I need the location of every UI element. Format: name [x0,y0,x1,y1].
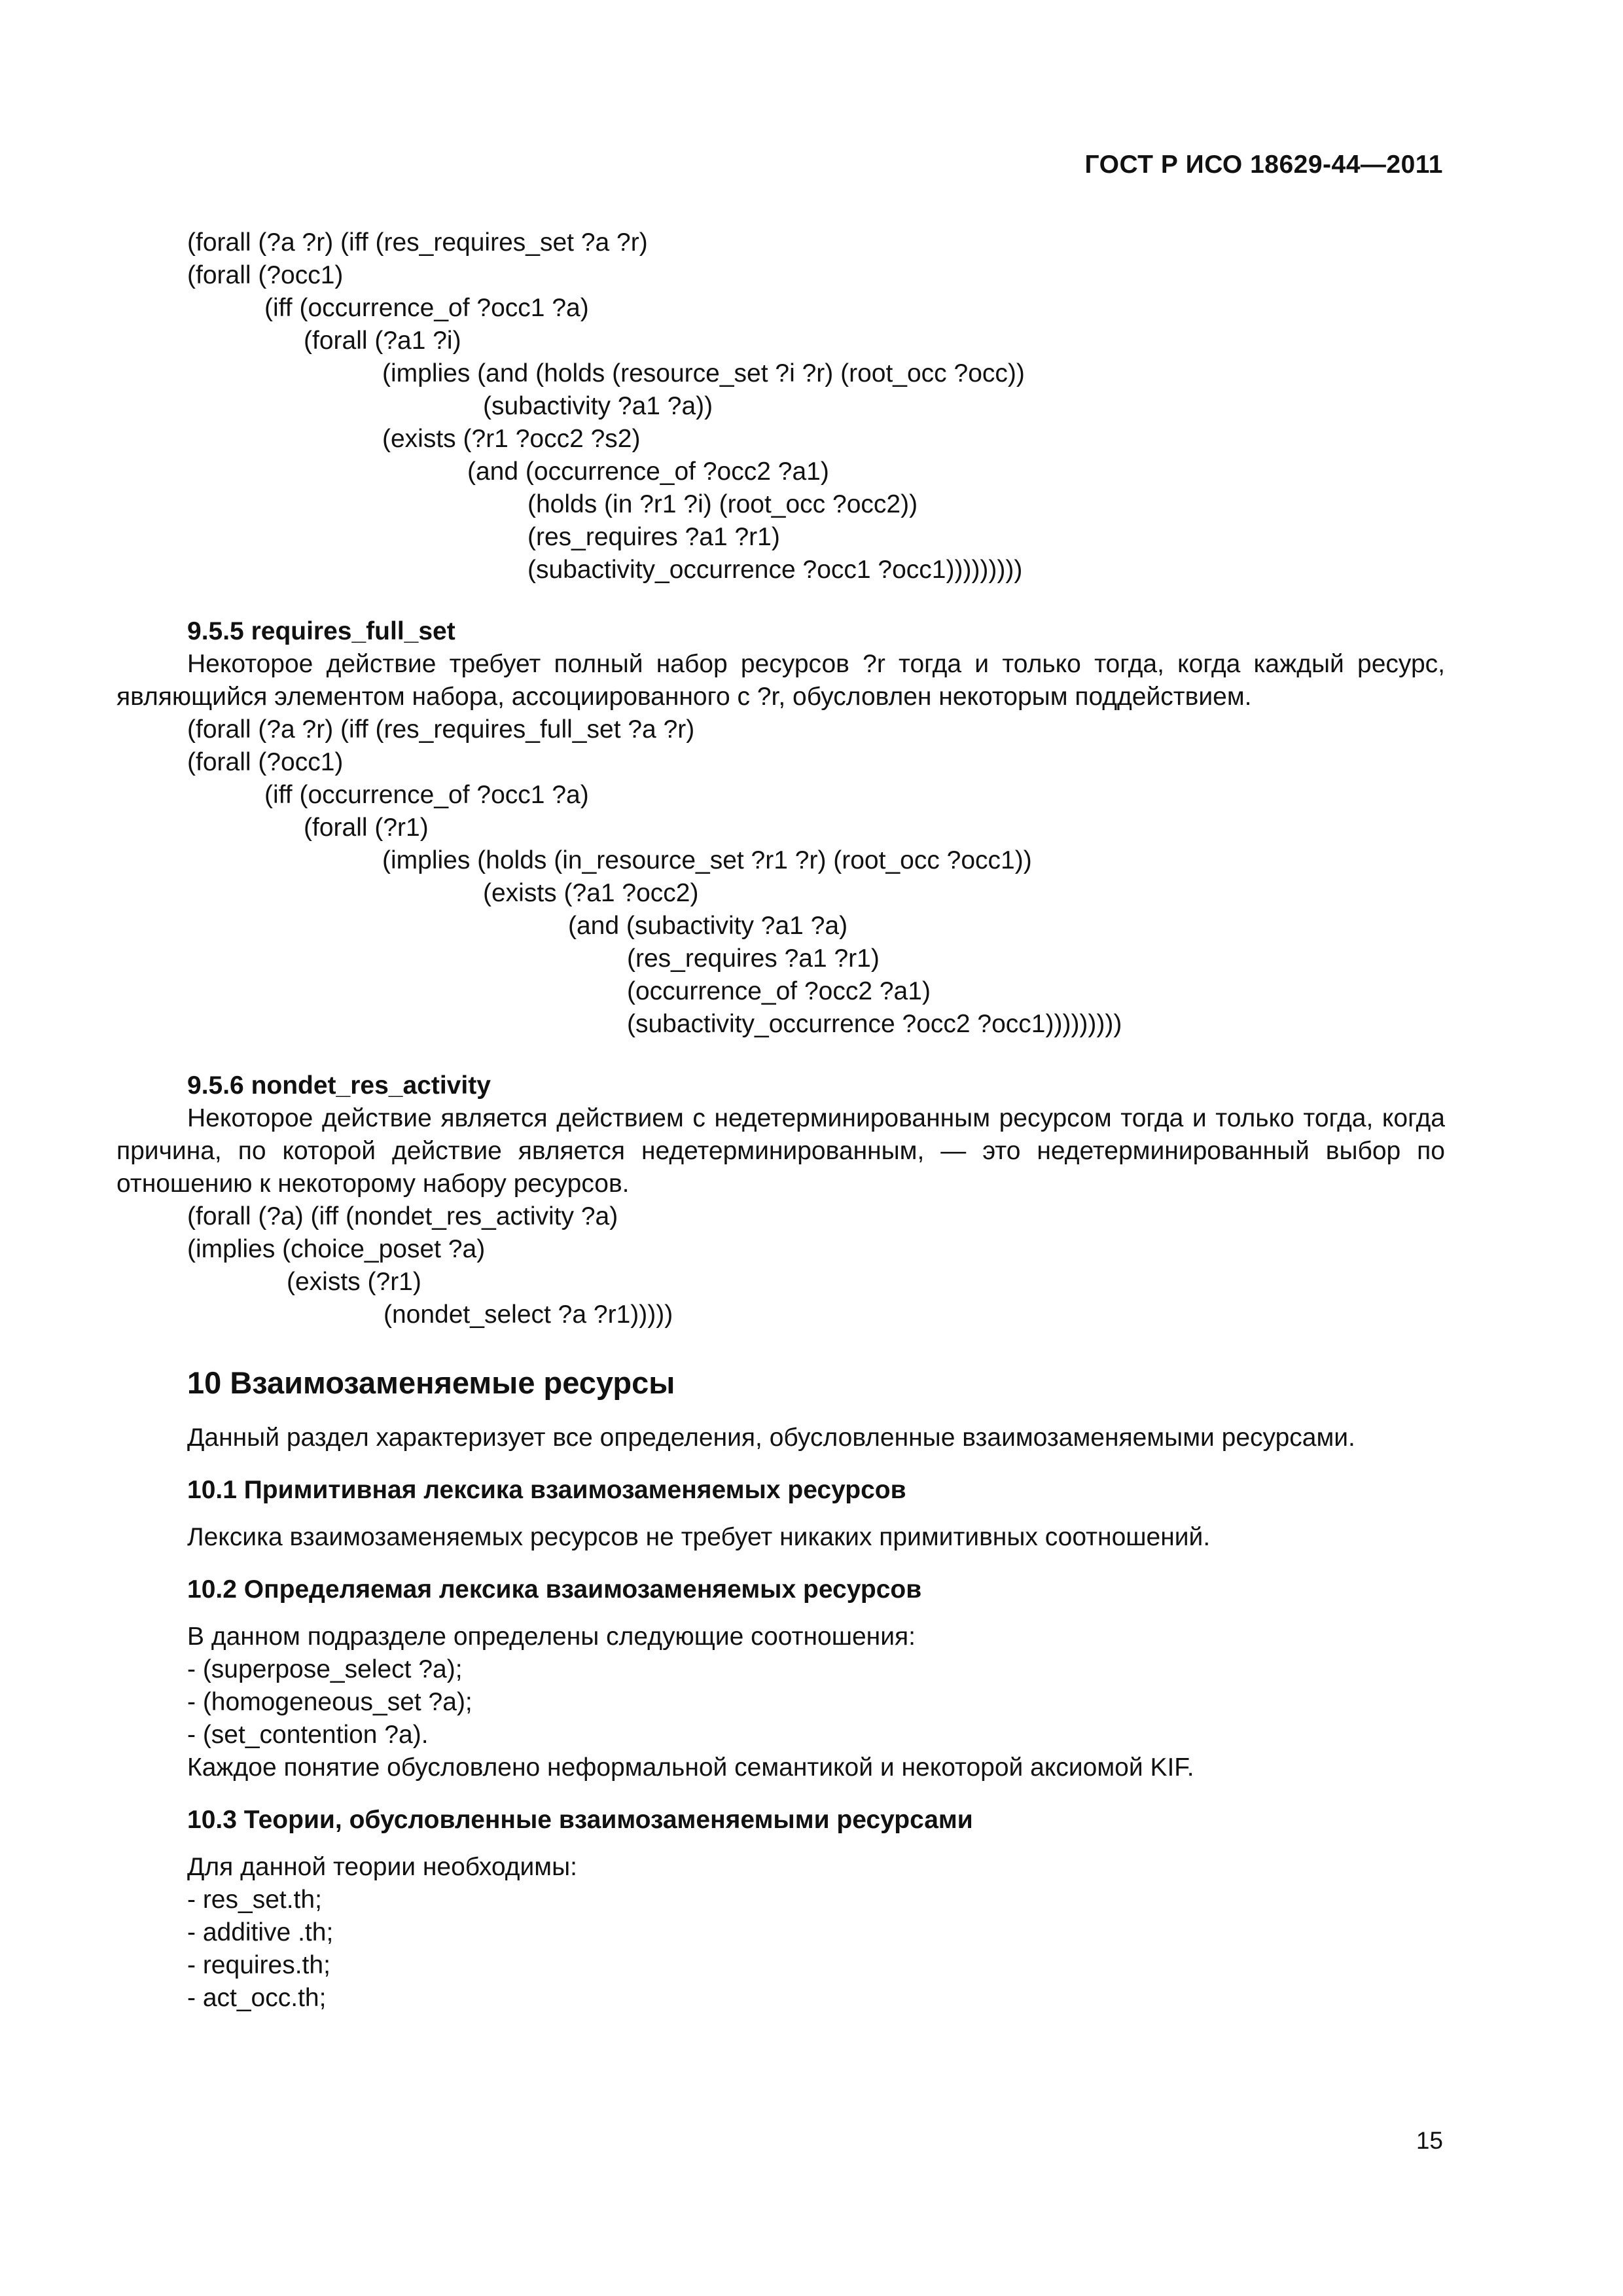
code-line: (and (subactivity ?a1 ?a) [568,912,848,940]
list-item: - (set_contention ?a). [187,1721,429,1749]
code-line: (forall (?a) (iff (nondet_res_activity ?a) [187,1202,618,1230]
code-line: (res_requires ?a1 ?r1) [627,944,880,973]
code-line: (res_requires ?a1 ?r1) [527,523,780,551]
code-line: (implies (holds (in_resource_set ?r1 ?r) (root_occ ?occ1)) [382,846,1032,874]
code-line: (forall (?occ1) [187,748,344,776]
axiom-res-requires-full-set [116,713,1445,1041]
section-title-10: 10 Взаимозаменяемые ресурсы [187,1365,675,1400]
section-paragraph: Некоторое действие требует полный набор ресурсов ?r тогда и только тогда, когда каждый ресурс, являющийся элементом набора, ассоциированного с ?r, обусловлен некоторым поддействием. [116,650,1445,711]
code-line: (nondet_select ?a ?r1))))) [383,1300,673,1329]
subsection-intro: Для данной теории необходимы: [187,1853,577,1881]
subsection-text: Лексика взаимозаменяемых ресурсов не требует никаких примитивных соотношений. [187,1523,1211,1551]
page-content [116,226,1445,2015]
subsection-outro: Каждое понятие обусловлено неформальной семантикой и некоторой аксиомой KIF. [187,1753,1194,1782]
code-line: (forall (?r1) [304,814,429,842]
axiom-res-requires-set [116,226,1445,586]
code-line: (exists (?a1 ?occ2) [483,879,699,907]
list-item: - (homogeneous_set ?a); [187,1688,473,1716]
subsection-title-10-3: 10.3 Теории, обусловленные взаимозаменяемыми ресурсами [187,1806,973,1834]
code-line: (occurrence_of ?occ2 ?a1) [627,977,931,1005]
list-item: - additive .th; [187,1918,334,1946]
code-line: (subactivity_occurrence ?occ2 ?occ1))))))))) [627,1010,1122,1038]
section-heading-9-5-6: 9.5.6 nondet_res_activity [187,1071,491,1100]
list-item: - requires.th; [187,1951,330,1979]
section-heading-9-5-5: 9.5.5 requires_full_set [187,617,455,645]
code-line: (exists (?r1) [287,1268,421,1296]
code-line: (subactivity_occurrence ?occ1 ?occ1))))))))) [527,556,1023,584]
subsection-title-10-1: 10.1 Примитивная лексика взаимозаменяемых ресурсов [187,1476,906,1504]
subsection-title-10-2: 10.2 Определяемая лексика взаимозаменяемых ресурсов [187,1575,922,1604]
code-line: (forall (?a1 ?i) [304,327,461,355]
axiom-nondet-res-activity [116,1200,1445,1331]
section-paragraph: Некоторое действие является действием с недетерминированным ресурсом тогда и только тогда, когда причина, по которой действие является недетерминированным, — это недетерминированный выбор по отношению к некоторому набору ресурсов. [116,1104,1445,1198]
list-item: - res_set.th; [187,1886,322,1914]
code-line: (forall (?occ1) [187,261,344,289]
section-intro: Данный раздел характеризует все определения, обусловленные взаимозаменяемыми ресурсами. [187,1424,1355,1452]
code-line: (implies (choice_poset ?a) [187,1235,486,1263]
list-item: - (superpose_select ?a); [187,1655,463,1683]
code-line: (implies (and (holds (resource_set ?i ?r) (root_occ ?occ)) [382,359,1025,387]
code-line: (forall (?a ?r) (iff (res_requires_set ?a ?r) [187,228,648,257]
code-line: (and (occurrence_of ?occ2 ?a1) [467,457,829,486]
code-line: (iff (occurrence_of ?occ1 ?a) [264,294,589,322]
code-line: (exists (?r1 ?occ2 ?s2) [382,425,641,453]
code-line: (iff (occurrence_of ?occ1 ?a) [264,781,589,809]
code-line: (subactivity ?a1 ?a)) [483,392,713,420]
code-line: (holds (in ?r1 ?i) (root_occ ?occ2)) [527,490,918,518]
code-line: (forall (?a ?r) (iff (res_requires_full_set ?a ?r) [187,715,695,744]
document-header: ГОСТ Р ИСО 18629-44—2011 [1084,151,1443,179]
page-number: 15 [1416,2127,1443,2154]
list-item: - act_occ.th; [187,1984,327,2012]
subsection-intro: В данном подразделе определены следующие соотношения: [187,1623,916,1651]
